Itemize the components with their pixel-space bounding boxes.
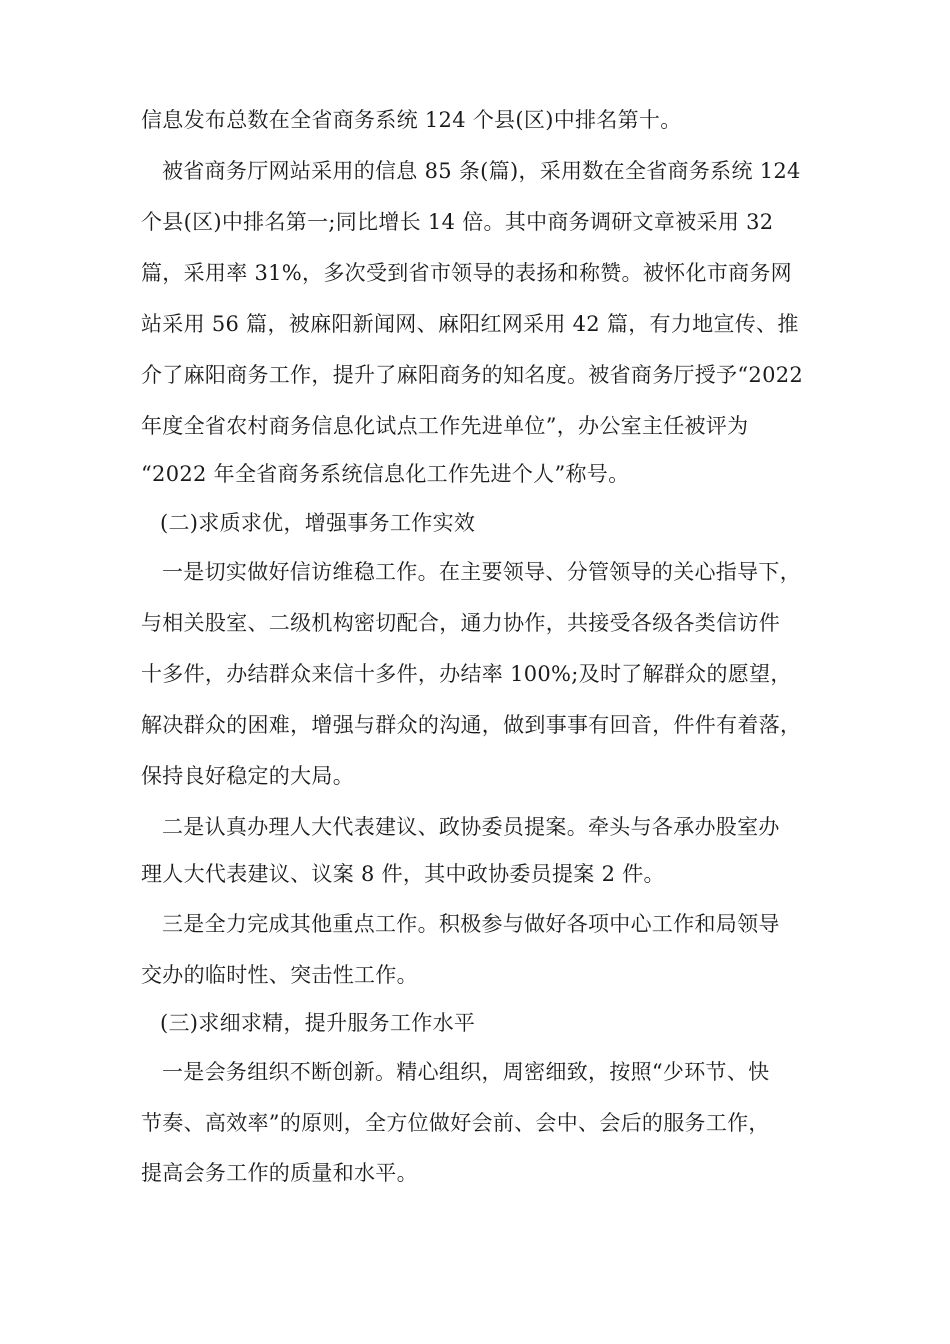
paragraph-first-line: 一是会务组织不断创新。精心组织，周密细致，按照“少环节、快 — [162, 1060, 770, 1084]
text-line: 与相关股室、二级机构密切配合，通力协作，共接受各级各类信访件 — [141, 611, 780, 635]
text-line: 年度全省农村商务信息化试点工作先进单位”，办公室主任被评为 — [141, 414, 749, 438]
text-line: 节奏、高效率”的原则，全方位做好会前、会中、会后的服务工作， — [141, 1111, 770, 1135]
text-line: 十多件，办结群众来信十多件，办结率 100%;及时了解群众的愿望， — [141, 662, 792, 686]
paragraph-first-line: 三是全力完成其他重点工作。积极参与做好各项中心工作和局领导 — [162, 912, 780, 936]
text-line: 理人大代表建议、议案 8 件，其中政协委员提案 2 件。 — [141, 862, 665, 886]
text-line: “2022 年全省商务系统信息化工作先进个人”称号。 — [141, 462, 630, 486]
paragraph-first-line: 被省商务厅网站采用的信息 85 条(篇)，采用数在全省商务系统 124 — [162, 159, 801, 183]
section-heading: (二)求质求优，增强事务工作实效 — [160, 511, 476, 535]
text-line: 解决群众的困难，增强与群众的沟通，做到事事有回音，件件有着落， — [141, 713, 802, 737]
text-line: 保持良好稳定的大局。 — [141, 764, 354, 788]
text-line: 提高会务工作的质量和水平。 — [141, 1161, 418, 1185]
text-line: 篇，采用率 31%，多次受到省市领导的表扬和称赞。被怀化市商务网 — [141, 261, 792, 285]
text-line: 个县(区)中排名第一;同比增长 14 倍。其中商务调研文章被采用 32 — [141, 210, 774, 234]
text-line: 介了麻阳商务工作，提升了麻阳商务的知名度。被省商务厅授予“2022 — [141, 363, 804, 387]
text-line: 站采用 56 篇，被麻阳新闻网、麻阳红网采用 42 篇，有力地宣传、推 — [141, 312, 799, 336]
text-line: 信息发布总数在全省商务系统 124 个县(区)中排名第十。 — [141, 108, 682, 132]
text-line: 交办的临时性、突击性工作。 — [141, 963, 418, 987]
paragraph-first-line: 二是认真办理人大代表建议、政协委员提案。牵头与各承办股室办 — [162, 815, 780, 839]
paragraph-first-line: 一是切实做好信访维稳工作。在主要领导、分管领导的关心指导下， — [162, 560, 801, 584]
section-heading: (三)求细求精，提升服务工作水平 — [160, 1011, 476, 1035]
